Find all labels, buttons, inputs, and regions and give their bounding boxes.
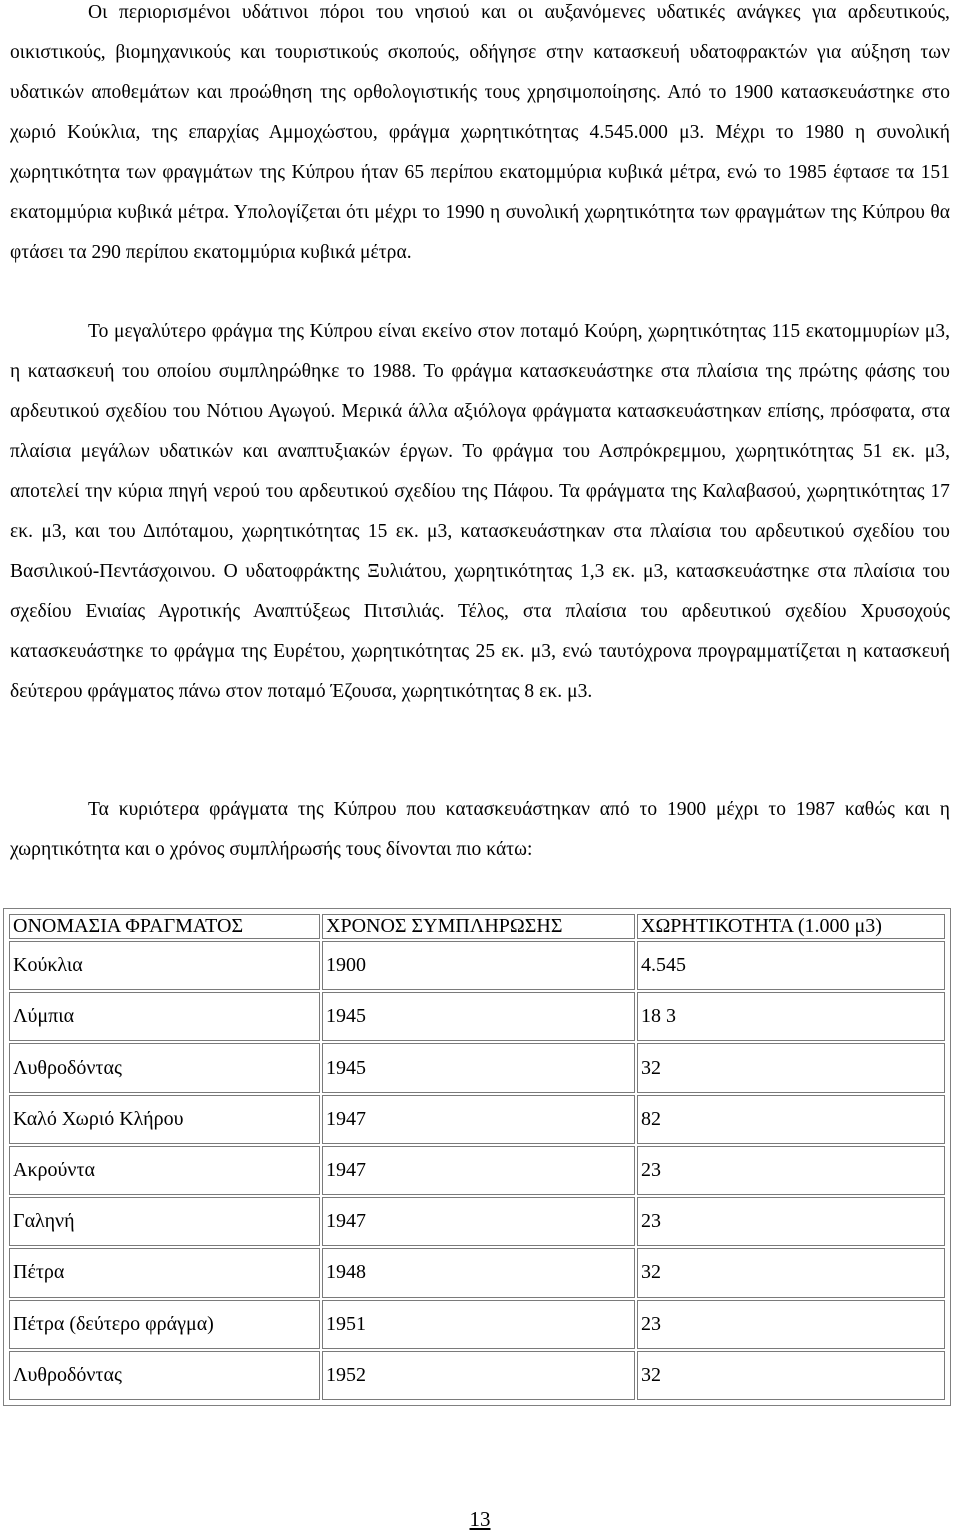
cell-dam-name: Λύμπια <box>9 992 320 1041</box>
cell-dam-name: Ακρούντα <box>9 1146 320 1195</box>
cell-completion-year: 1947 <box>322 1146 635 1195</box>
cell-completion-year: 1951 <box>322 1300 635 1349</box>
table-row <box>9 941 945 990</box>
cell-completion-year: 1952 <box>322 1351 635 1400</box>
cell-dam-name: Γαληνή <box>9 1197 320 1246</box>
cell-completion-year: 1947 <box>322 1197 635 1246</box>
table-row <box>9 1146 945 1195</box>
table-row <box>9 992 945 1041</box>
cell-capacity: 23 <box>637 1146 945 1195</box>
cell-dam-name: Καλό Χωριό Κλήρου <box>9 1095 320 1144</box>
paragraph-water-resources: Οι περιορισμένοι υδάτινοι πόροι του νησιού και οι αυξανόμενες υδατικές ανάγκες για αρδευτικούς, οικιστικούς, βιομηχανικούς και τουριστικούς σκοπούς, οδήγησε στην κατασκευή υδατοφρακτών για αύξηση των υδατικών αποθεμάτων και προώθηση της ορθολογιστικής τους χρησιμοποίησης. Από το 1900 κατασκευάστηκε στο χωριό Κούκλια, της επαρχίας Αμμοχώστου, φράγμα χωρητικότητας 4.545.000 μ3. Μέχρι το 1980 η συνολική χωρητικότητα των φραγμάτων της Κύπρου ήταν 65 περίπου εκατομμύρια κυβικά μέτρα, ενώ το 1985 έφτασε τα 151 εκατομμύρια κυβικά μέτρα. Υπολογίζεται ότι μέχρι το 1990 η συνολική χωρητικότητα των φραγμάτων της Κύπρου θα φτάσει τα 290 περίπου εκατομμύρια κυβικά μέτρα. <box>10 2 950 263</box>
header-dam-name: ΟΝΟΜΑΣΙΑ ΦΡΑΓΜΑΤΟΣ <box>9 914 320 939</box>
table-header-row <box>9 914 945 939</box>
cell-capacity: 23 <box>637 1197 945 1246</box>
cell-completion-year: 1947 <box>322 1095 635 1144</box>
cell-capacity: 32 <box>637 1248 945 1297</box>
page-number: 13 <box>469 1507 491 1531</box>
cell-capacity: 32 <box>637 1043 945 1092</box>
header-completion-year: ΧΡΟΝΟΣ ΣΥΜΠΛΗΡΩΣΗΣ <box>322 914 635 939</box>
table-row <box>9 1300 945 1349</box>
cell-capacity: 4.545 <box>637 941 945 990</box>
cell-capacity: 18 3 <box>637 992 945 1041</box>
table-row <box>9 1095 945 1144</box>
cell-completion-year: 1900 <box>322 941 635 990</box>
cell-dam-name: Λυθροδόντας <box>9 1351 320 1400</box>
cell-completion-year: 1945 <box>322 992 635 1041</box>
header-capacity: ΧΩΡΗΤΙΚΟΤΗΤΑ (1.000 μ3) <box>637 914 945 939</box>
cell-capacity: 32 <box>637 1351 945 1400</box>
table-row <box>9 1043 945 1092</box>
table-row <box>9 1197 945 1246</box>
cell-completion-year: 1945 <box>322 1043 635 1092</box>
dams-table-frame <box>3 908 951 1406</box>
cell-dam-name: Πέτρα (δεύτερο φράγμα) <box>9 1300 320 1349</box>
paragraph-table-intro: Τα κυριότερα φράγματα της Κύπρου που κατασκευάστηκαν από το 1900 μέχρι το 1987 καθώς και η χωρητικότητα και ο χρόνος συμπλήρωσής τους δίνονται πιο κάτω: <box>10 799 950 860</box>
cell-dam-name: Λυθροδόντας <box>9 1043 320 1092</box>
paragraph-largest-dams: Το μεγαλύτερο φράγμα της Κύπρου είναι εκείνο στον ποταμό Κούρη, χωρητικότητας 115 εκατομμυρίων μ3, η κατασκευή του οποίου συμπληρώθηκε το 1988. Το φράγμα κατασκευάστηκε στα πλαίσια της πρώτης φάσης του αρδευτικού σχεδίου του Νότιου Αγωγού. Μερικά άλλα αξιόλογα φράγματα κατασκευάστηκαν επίσης, πρόσφατα, στα πλαίσια μεγάλων υδατικών και αναπτυξιακών έργων. Το φράγμα του Ασπρόκρεμμου, χωρητικότητας 51 εκ. μ3, αποτελεί την κύρια πηγή νερού του αρδευτικού σχεδίου της Πάφου. Τα φράγματα της Καλαβασού, χωρητικότητας 17 εκ. μ3, και του Διπόταμου, χωρητικότητας 15 εκ. μ3, κατασκευάστηκαν στα πλαίσια του αρδευτικού σχεδίου του Βασιλικού-Πεντάσχοινου. Ο υδατοφράκτης Ξυλιάτου, χωρητικότητας 1,3 εκ. μ3, κατασκευάστηκε στα πλαίσια του σχεδίου Ενιαίας Αγροτικής Αναπτύξεως Πιτσιλιάς. Τέλος, στα πλαίσια του αρδευτικού σχεδίου Χρυσοχούς κατασκευάστηκε το φράγμα της Ευρέτου, χωρητικότητας 25 εκ. μ3, ενώ ταυτόχρονα προγραμματίζεται η κατασκευή δεύτερου φράγματος πάνω στον ποταμό Έζουσα, χωρητικότητας 8 εκ. μ3. <box>10 321 950 702</box>
document-page <box>10 0 950 1536</box>
cell-completion-year: 1948 <box>322 1248 635 1297</box>
cell-dam-name: Κούκλια <box>9 941 320 990</box>
cell-dam-name: Πέτρα <box>9 1248 320 1297</box>
table-row <box>9 1248 945 1297</box>
cell-capacity: 82 <box>637 1095 945 1144</box>
table-row <box>9 1351 945 1400</box>
dams-table <box>7 912 947 1402</box>
cell-capacity: 23 <box>637 1300 945 1349</box>
